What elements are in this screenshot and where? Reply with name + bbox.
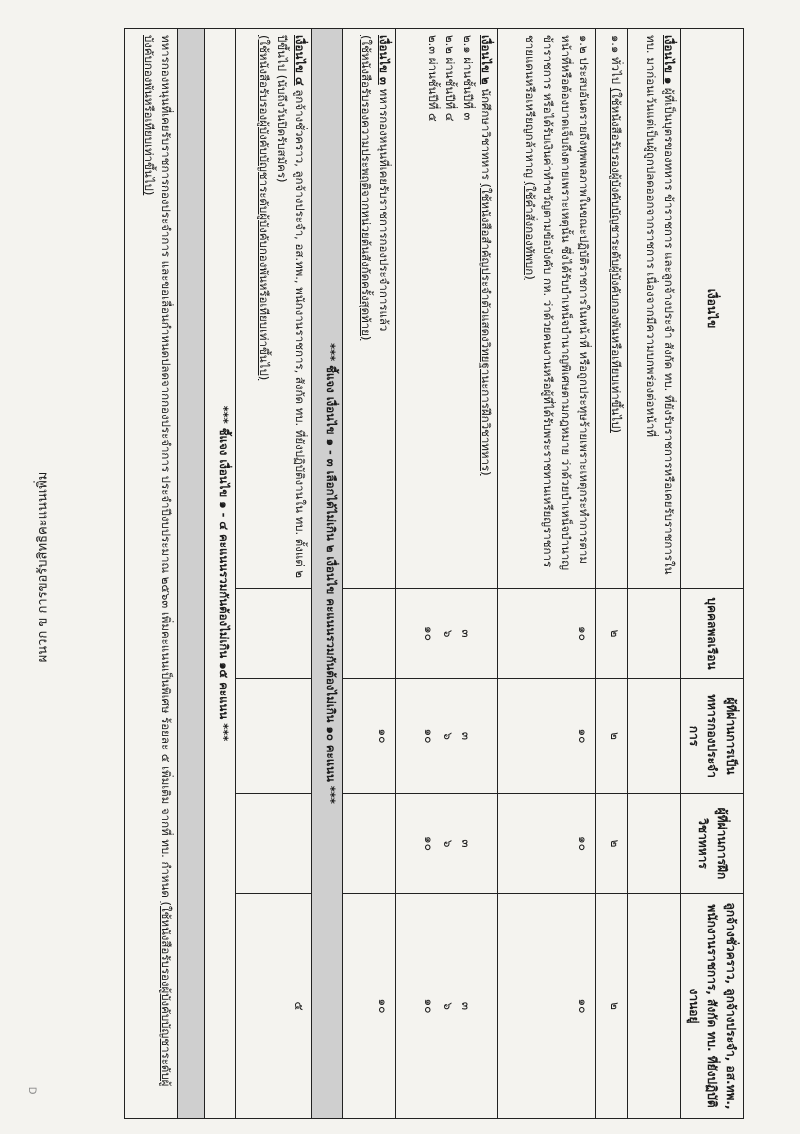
- note1: *** ชี้แจง เงื่อนไข ๑ - ๓ เลือกได้ไม่เกิน ๒ เงื่อนไข คะแนนรวมกันต้องไม่เกิน ๑๐ คะแนน ***: [311, 29, 342, 1119]
- header-trained: ผู้ที่ผ่านการฝึกวิชาทหาร: [681, 794, 744, 894]
- footer-row: [125, 29, 178, 1119]
- cond2-vals-trained: ๓ ๖ ๑๐: [396, 794, 498, 894]
- cond3-val-conscript: ๑๐: [343, 679, 396, 794]
- note2: *** ชี้แจง เงื่อนไข ๑ - ๔ คะแนนรวมกันต้องไม่เกิน ๑๕ คะแนน ***: [205, 29, 236, 1119]
- cond1-1-val-conscript: ๒: [595, 679, 627, 794]
- cond2-cell: [396, 29, 498, 589]
- cond1-1-val-employee: ๒: [595, 894, 627, 1119]
- header-civilian: บุคคลพลเรือน: [681, 589, 744, 679]
- footer-text: ทหารกองหนุนที่เคยรับราชการกองประจำการ และขอเลื่อนกำหนดปลดจากกองประจำการ ประจำปีงบประมาณ ๒๕๖๓ เพิ่มคะแนนเป็นพิเศษ ร้อยละ ๕ เพิ่มเติม จากที่ ทบ. กำหนด: [159, 35, 174, 902]
- note2-row: [205, 29, 236, 1119]
- cond4-val-civilian: [236, 589, 312, 679]
- cond1-2-note: (ใช้คำสั่งกองทัพบก): [523, 181, 538, 280]
- cond1-2-val-trained: ๑๐: [498, 794, 596, 894]
- points-table: [124, 28, 744, 1119]
- cond1-1-val-civilian: ๒: [595, 589, 627, 679]
- cond1-1-text: ๑.๑ ทั่วไป: [608, 35, 623, 88]
- cond2-text: นักศึกษาวิชาทหาร: [479, 84, 494, 184]
- cond1-2-val-conscript: ๑๐: [498, 679, 596, 794]
- cond3-note: (ใช้หนังสือรับรองความประพฤติจากหน่วยต้นสังกัดครั้งสุดท้าย): [359, 35, 374, 341]
- footer-cell: [125, 29, 178, 1119]
- cond4-label: เงื่อนไข ๔: [292, 35, 307, 86]
- cond1-2-cell: [498, 29, 596, 589]
- cond1-1-note: (ใช้หนังสือรับรองผู้บังคับบัญชาระดับผู้บังคับกองพันหรือเทียบเท่าขึ้นไป): [608, 87, 623, 433]
- cond1-1-val-trained: ๒: [595, 794, 627, 894]
- cond1-1-row: [595, 29, 627, 1119]
- cond2-vals-civilian: ๓ ๖ ๑๐: [396, 589, 498, 679]
- note1-row: [311, 29, 342, 1119]
- cond1-2-row: [498, 29, 596, 1119]
- cond2-2-label: ๒.๒ ผ่านชั้นปีที่ ๔: [443, 35, 458, 122]
- cond1-label: เงื่อนไข ๑: [662, 35, 677, 85]
- cond1-row: [627, 29, 680, 1119]
- header-condition: เงื่อนไข: [681, 29, 744, 589]
- cond2-vals-employee: ๓ ๖ ๑๐: [396, 894, 498, 1119]
- cond1-text: ผู้ที่เป็นบุตรของทหาร ข้าราชการ และลูกจ้างประจำ สังกัด ทบ. ที่ยังรับราชการหรือเคยรับราชการใน ทบ. มาก่อนเว้นแต่เป็นผู้ถูกปลดออกจากราชการ เนื่องจากมีความบกพร่องต่อหน้าที่: [644, 35, 677, 575]
- page-title: ผนวก ข การขอรับสิทธิคะแนนเพิ่ม: [35, 471, 51, 663]
- cond2-vals-conscript: ๓ ๖ ๑๐: [396, 679, 498, 794]
- cond2-1-label: ๒.๑ ผ่านชั้นปีที่ ๓: [461, 35, 476, 121]
- footer-note: (ใช้หนังสือรับรองผู้บังคับบัญชาระดับผู้บังคับกองพันหรือเทียบเท่าขึ้นไป): [141, 35, 174, 1087]
- header-row: [681, 29, 744, 1119]
- cond4-val-conscript: [236, 679, 312, 794]
- cond2-note: (ใช้หนังสือสำคัญประจำตัวแสดงวิทยฐานะการฝึกวิชาทหาร): [479, 183, 494, 476]
- corner-mark: ᗡ: [28, 1086, 40, 1095]
- cond3-label: เงื่อนไข ๓: [377, 35, 392, 85]
- cond3-val-civilian: [343, 589, 396, 679]
- cond1-1-cell: [595, 29, 627, 589]
- header-conscript: ผู้ที่ผ่านการเป็นทหารกองประจำการ: [681, 679, 744, 794]
- cond2-row: [396, 29, 498, 1119]
- header-employee: ลูกจ้างชั่วคราว, ลูกจ้างประจำ, อส.ทพ., พนักงานราชการ, สังกัด ทบ. ที่ยังปฏิบัติงานอยู่: [681, 894, 744, 1119]
- cond2-3-label: ๒.๓ ผ่านชั้นปีที่ ๕: [425, 35, 440, 122]
- cond3-val-employee: ๑๐: [343, 894, 396, 1119]
- cond1-2-text: ๑.๒ ประสบอันตรายถึงทุพพลภาพในขณะปฏิบัติราชการในหน้าที่ หรือถูกประทุษร้ายเพราะเหตุกระทำการตามหน้าที่หรือต้องบาดเจ็บถึงตายเพราะเหตุนั้น ซึ่งได้รับบำเหน็จบำนาญพิเศษตามกฎหมาย ว่าด้วยบำเหน็จบำนาญข้าราชการ หรือได้รับเงินค่าทำขวัญตามข้อบังคับ กห. ว่าด้วยคนงานหรือผู้ที่ได้รับพระราชทานเหรียญราชการชายแดนหรือเหรียญกล้าหาญ: [523, 35, 591, 571]
- cond1-2-val-civilian: ๑๐: [498, 589, 596, 679]
- cond4-text: ลูกจ้างชั่วคราว, ลูกจ้างประจำ, อส.ทพ., พนักงานราชการ, สังกัด ทบ. ที่ยังปฏิบัติงานใน ทบ. ตั้งแต่ ๒ ปีขึ้นไป (นับถึงวันปิดรับสมัคร): [275, 35, 307, 578]
- cond4-val-employee: ๕: [236, 894, 312, 1119]
- divider-row: [178, 29, 205, 1119]
- cond4-row: [236, 29, 312, 1119]
- cond3-text: ทหารกองหนุนที่เคยรับราชการกองประจำการแล้ว: [377, 84, 392, 332]
- cond4-cell: [236, 29, 312, 589]
- cond4-val-trained: [236, 794, 312, 894]
- cond4-note: (ใช้หนังสือรับรองผู้บังคับบัญชาระดับผู้บังคับกองพันหรือเทียบเท่าขึ้นไป): [257, 35, 272, 381]
- cond1-2-val-employee: ๑๐: [498, 894, 596, 1119]
- cond3-val-trained: [343, 794, 396, 894]
- cond3-cell: [343, 29, 396, 589]
- cond2-label: เงื่อนไข ๒: [479, 35, 494, 85]
- cond3-row: [343, 29, 396, 1119]
- rotated-table-container: [124, 28, 744, 1118]
- cond1-cell: [627, 29, 680, 589]
